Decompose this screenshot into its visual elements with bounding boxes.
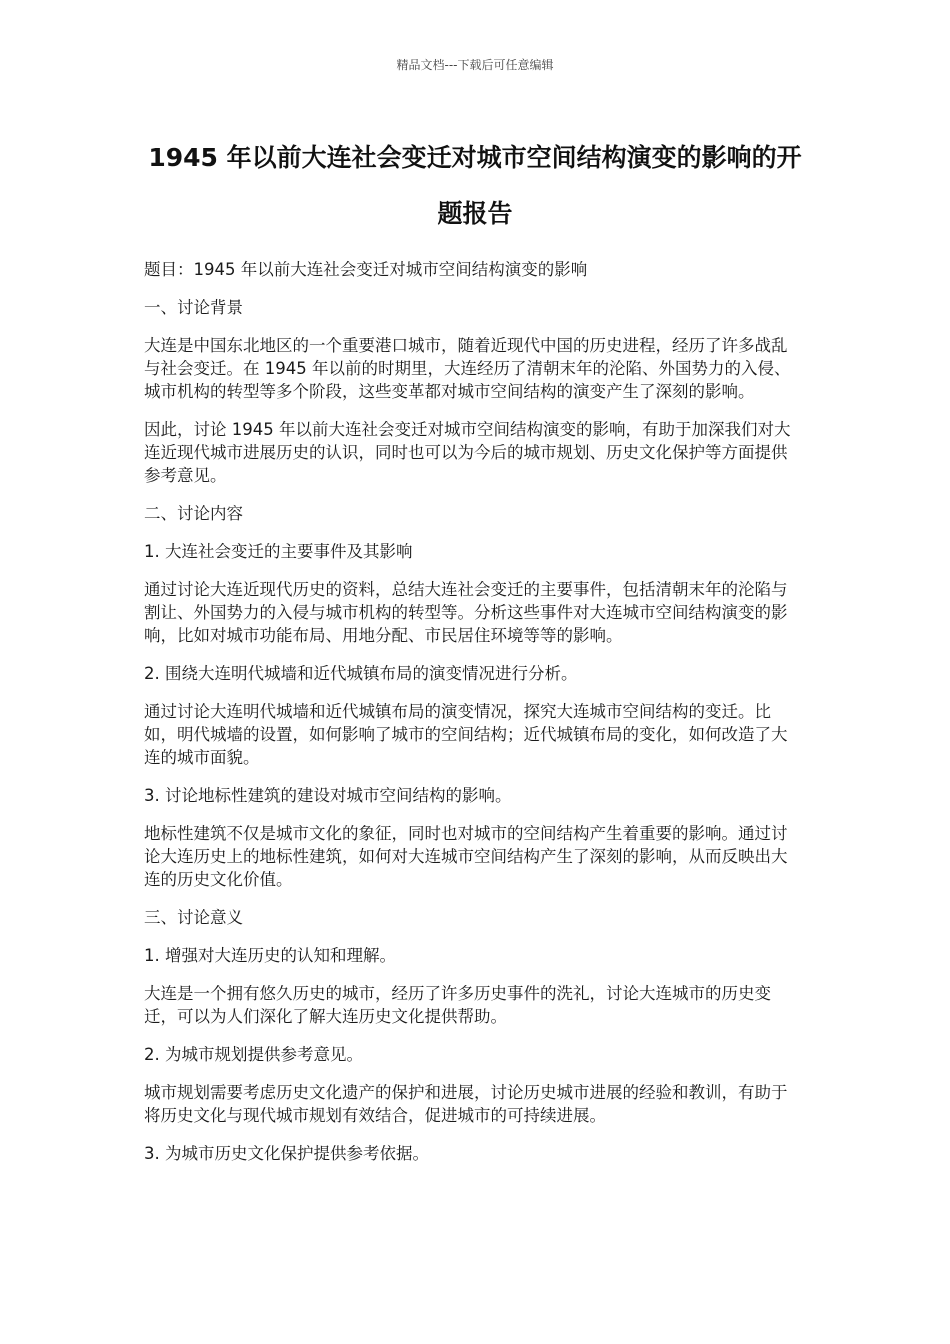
section-heading-content: 二、讨论内容 <box>144 504 243 523</box>
subheading: 2. 围绕大连明代城墙和近代城镇布局的演变情况进行分析。 <box>144 664 578 683</box>
subheading: 1. 大连社会变迁的主要事件及其影响 <box>144 542 413 561</box>
paragraph: 因此，讨论 1945 年以前大连社会变迁对城市空间结构演变的影响，有助于加深我们对大连近现代城市进展历史的认识，同时也可以为今后的城市规划、历史文化保护等方面提供参考意见。 <box>144 420 791 485</box>
paragraph: 通过讨论大连明代城墙和近代城镇布局的演变情况，探究大连城市空间结构的变迁。比如，明代城墙的设置，如何影响了城市的空间结构；近代城镇布局的变化，如何改造了大连的城市面貌。 <box>144 702 788 767</box>
paragraph: 地标性建筑不仅是城市文化的象征，同时也对城市的空间结构产生着重要的影响。通过讨论大连历史上的地标性建筑，如何对大连城市空间结构产生了深刻的影响，从而反映出大连的历史文化价值。 <box>144 824 788 889</box>
paragraph: 大连是中国东北地区的一个重要港口城市，随着近现代中国的历史进程，经历了许多战乱与社会变迁。在 1945 年以前的时期里，大连经历了清朝末年的沦陷、外国势力的入侵、城市机构的转型等多个阶段，这些变革都对城市空间结构的演变产生了深刻的影响。 <box>144 336 791 401</box>
subheading: 3. 讨论地标性建筑的建设对城市空间结构的影响。 <box>144 786 512 805</box>
topic-line: 题目：1945 年以前大连社会变迁对城市空间结构演变的影响 <box>144 260 588 279</box>
subheading: 1. 增强对大连历史的认知和理解。 <box>144 946 396 965</box>
paragraph: 通过讨论大连近现代历史的资料，总结大连社会变迁的主要事件，包括清朝末年的沦陷与割让、外国势力的入侵与城市机构的转型等。分析这些事件对大连城市空间结构演变的影响，比如对城市功能布局、用地分配、市民居住环境等等的影响。 <box>144 580 788 645</box>
section-heading-significance: 三、讨论意义 <box>144 908 243 927</box>
paragraph: 城市规划需要考虑历史文化遗产的保护和进展，讨论历史城市进展的经验和教训，有助于将历史文化与现代城市规划有效结合，促进城市的可持续进展。 <box>144 1083 788 1125</box>
document-body <box>144 258 796 1180</box>
paragraph: 大连是一个拥有悠久历史的城市，经历了许多历史事件的洗礼，讨论大连城市的历史变迁，可以为人们深化了解大连历史文化提供帮助。 <box>144 984 771 1026</box>
subheading: 3. 为城市历史文化保护提供参考依据。 <box>144 1144 429 1163</box>
header-watermark: 精品文档---下载后可任意编辑 <box>396 58 554 72</box>
document-title: 1945 年以前大连社会变迁对城市空间结构演变的影响的开题报告 <box>148 143 802 228</box>
section-heading-background: 一、讨论背景 <box>144 298 243 317</box>
subheading: 2. 为城市规划提供参考意见。 <box>144 1045 363 1064</box>
